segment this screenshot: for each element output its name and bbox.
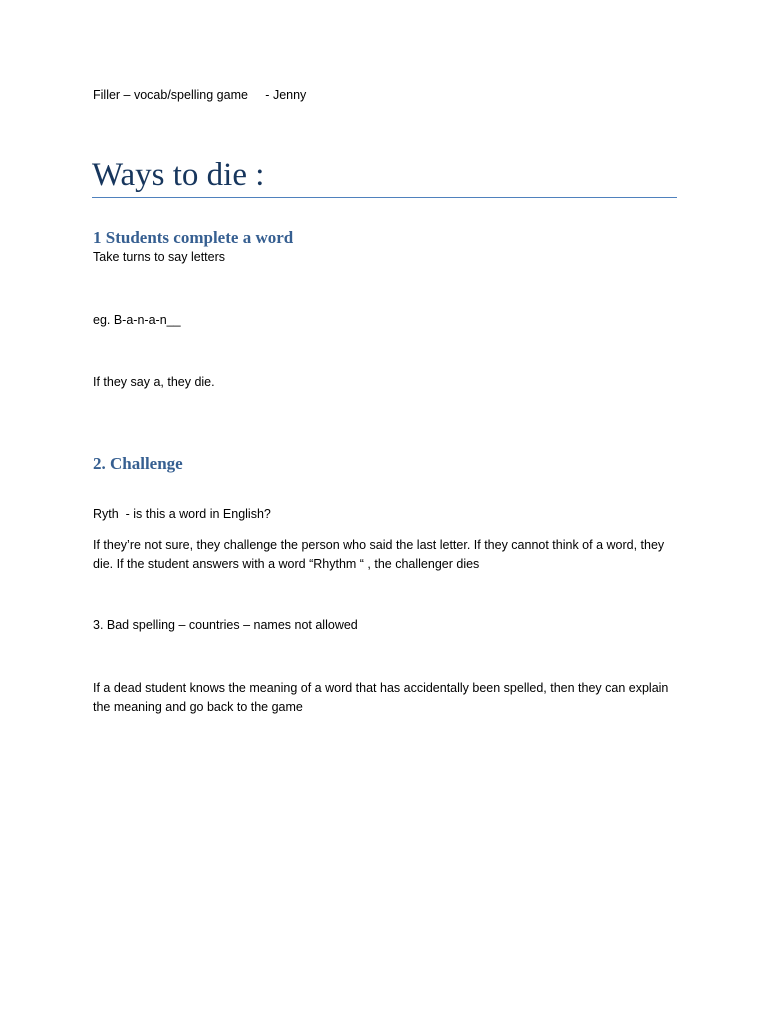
section3-note: If a dead student knows the meaning of a word that has accidentally been spelled, then they can explain the meaning and go back to the game — [93, 681, 669, 714]
section3-line: 3. Bad spelling – countries – names not allowed — [93, 618, 358, 632]
section2-heading: 2. Challenge — [93, 454, 183, 473]
page-title: Ways to die : — [92, 157, 265, 193]
section1-heading: 1 Students complete a word — [93, 228, 294, 247]
section1-rule: If they say a, they die. — [93, 375, 215, 389]
section1-line1: Take turns to say letters — [93, 250, 226, 264]
header-line: Filler – vocab/spelling game - Jenny — [93, 88, 307, 102]
section1-example: eg. B-a-n-a-n__ — [93, 313, 181, 327]
section2-question: Ryth - is this a word in English? — [93, 507, 271, 521]
section2-explanation: If they’re not sure, they challenge the person who said the last letter. If they cannot think of a word, they die. If the student answers with a word “Rhythm “ , the challenger dies — [93, 538, 665, 571]
title-underline — [92, 197, 677, 198]
